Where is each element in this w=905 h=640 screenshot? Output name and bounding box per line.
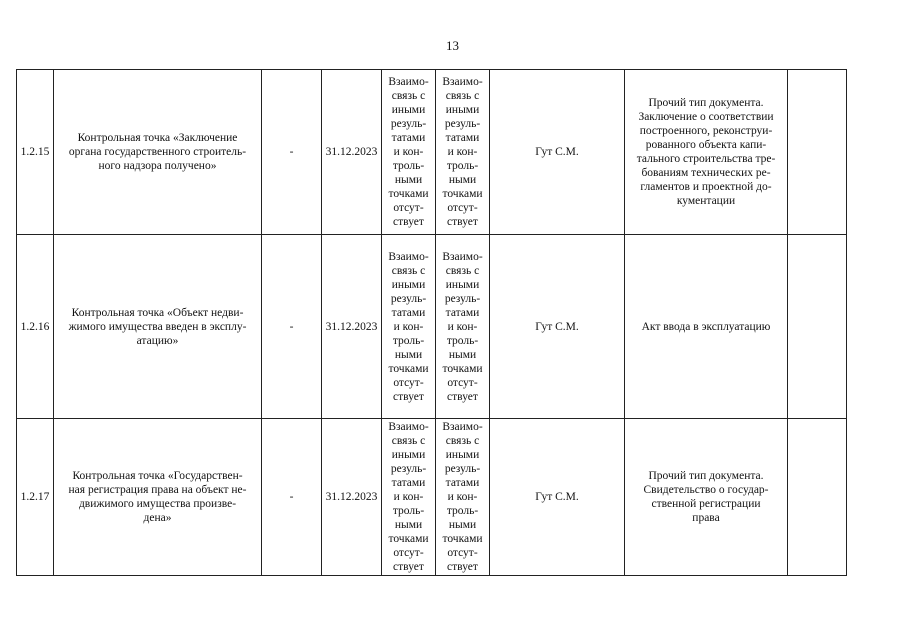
row-number-cell: 1.2.17 bbox=[17, 419, 54, 576]
row-number-cell: 1.2.16 bbox=[17, 235, 54, 419]
row-document-cell: Прочий тип документа. Свидетельство о государ- ственной регистрации права bbox=[625, 419, 788, 576]
row-start-date-cell: - bbox=[262, 419, 322, 576]
row-end-date-cell: 31.12.2023 bbox=[322, 419, 382, 576]
row-end-date-cell: 31.12.2023 bbox=[322, 235, 382, 419]
row-document-cell: Прочий тип документа. Заключение о соответствии построенного, реконструи- рованного объекта капи- тального строительства тре- бованиям технических ре- гламентов и проектной до- кументации bbox=[625, 70, 788, 235]
row-document-cell: Акт ввода в эксплуатацию bbox=[625, 235, 788, 419]
row-number-cell: 1.2.15 bbox=[17, 70, 54, 235]
control-points-table bbox=[16, 69, 847, 576]
row-relation-next-cell: Взаимо- связь с иными резуль- татами и кон- троль- ными точками отсут- ствует bbox=[436, 70, 490, 235]
row-responsible-cell: Гут С.М. bbox=[490, 70, 625, 235]
row-relation-next-cell: Взаимо- связь с иными резуль- татами и кон- троль- ными точками отсут- ствует bbox=[436, 235, 490, 419]
row-note-cell bbox=[788, 235, 847, 419]
row-relation-prev-cell: Взаимо- связь с иными резуль- татами и кон- троль- ными точками отсут- ствует bbox=[382, 419, 436, 576]
table-row bbox=[17, 419, 847, 576]
row-name-cell: Контрольная точка «Объект недви- жимого имущества введен в эксплу- атацию» bbox=[54, 235, 262, 419]
row-name-cell: Контрольная точка «Государствен- ная регистрация права на объект не- движимого имущества произве- дена» bbox=[54, 419, 262, 576]
row-start-date-cell: - bbox=[262, 70, 322, 235]
row-end-date-cell: 31.12.2023 bbox=[322, 70, 382, 235]
row-note-cell bbox=[788, 70, 847, 235]
page-number: 13 bbox=[446, 38, 459, 53]
row-responsible-cell: Гут С.М. bbox=[490, 235, 625, 419]
row-responsible-cell: Гут С.М. bbox=[490, 419, 625, 576]
row-start-date-cell: - bbox=[262, 235, 322, 419]
row-relation-next-cell: Взаимо- связь с иными резуль- татами и кон- троль- ными точками отсут- ствует bbox=[436, 419, 490, 576]
row-name-cell: Контрольная точка «Заключение органа государственного строитель- ного надзора получено» bbox=[54, 70, 262, 235]
table-row bbox=[17, 70, 847, 235]
row-relation-prev-cell: Взаимо- связь с иными резуль- татами и кон- троль- ными точками отсут- ствует bbox=[382, 235, 436, 419]
table-row bbox=[17, 235, 847, 419]
row-note-cell bbox=[788, 419, 847, 576]
row-relation-prev-cell: Взаимо- связь с иными резуль- татами и кон- троль- ными точками отсут- ствует bbox=[382, 70, 436, 235]
